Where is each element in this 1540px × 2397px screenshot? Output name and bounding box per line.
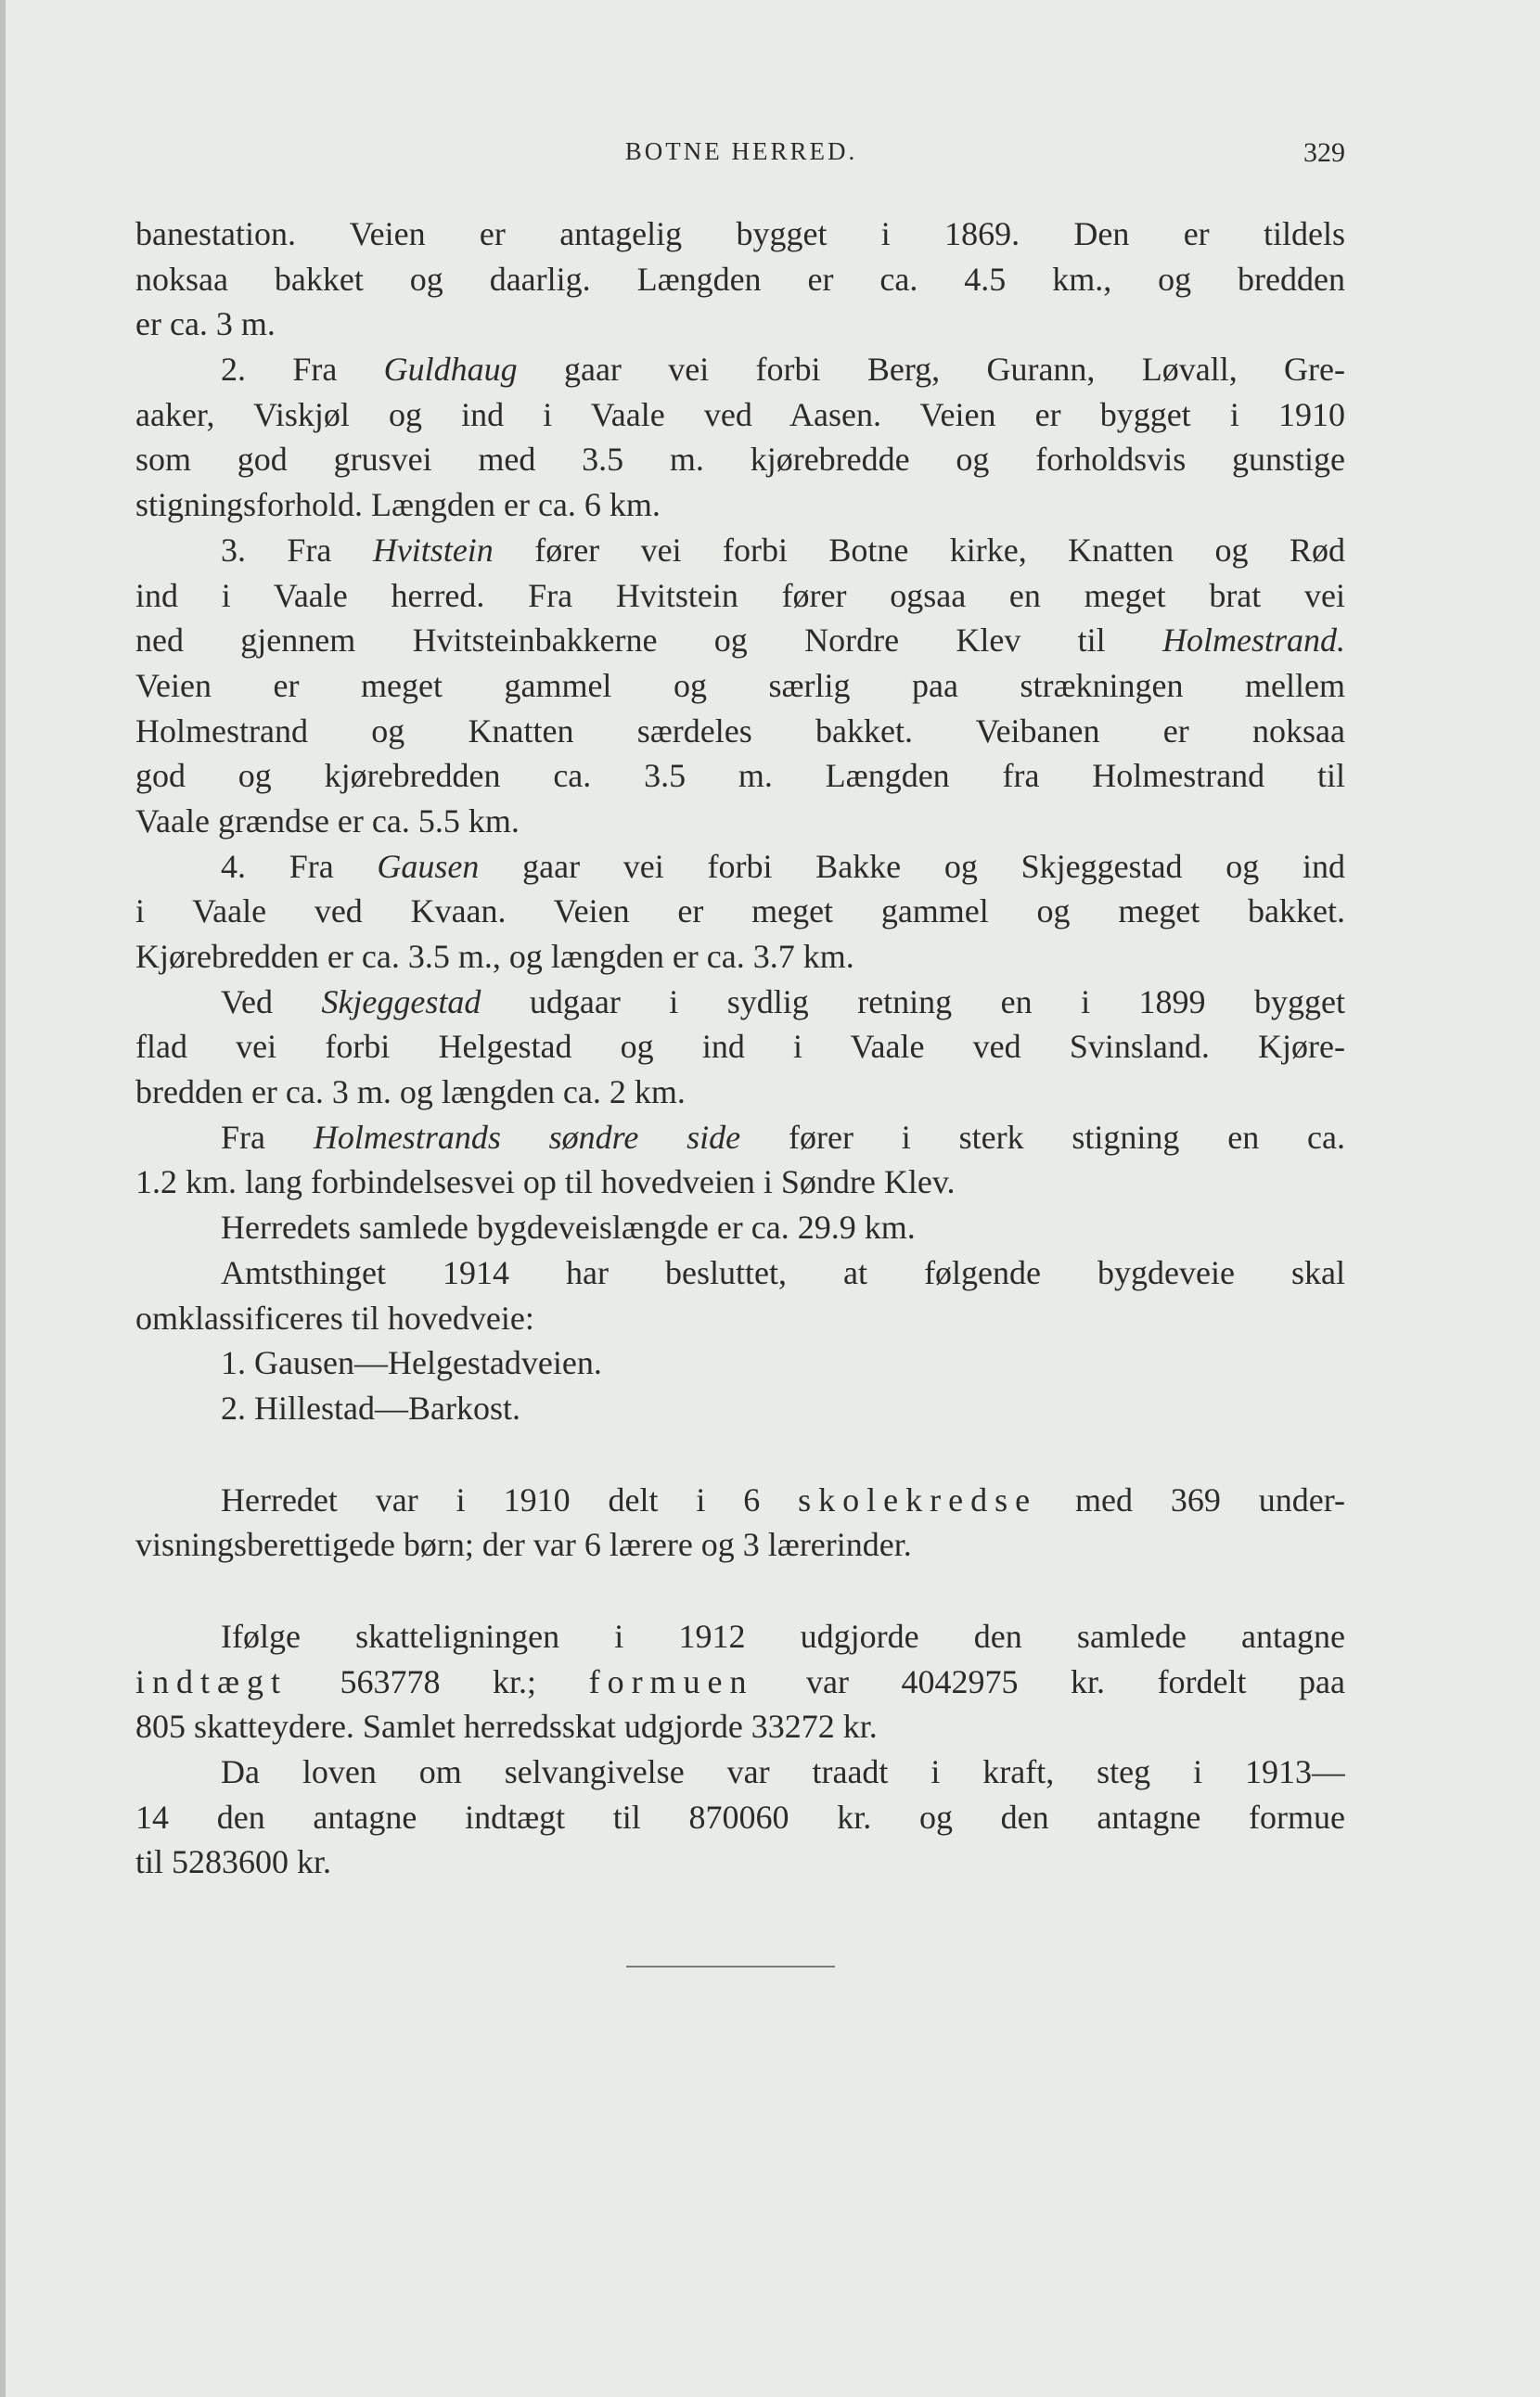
- spaced-text: formuen: [588, 1662, 754, 1700]
- text-span: 2. Fra: [221, 351, 384, 389]
- page-number: 329: [1303, 137, 1345, 168]
- italic-text: Holmestrands søndre side: [313, 1118, 741, 1156]
- text-span: udgaar i sydlig retning en i 1899 bygget: [481, 982, 1345, 1020]
- body-text: [135, 212, 1345, 1885]
- spaced-text: skolekredse: [798, 1480, 1038, 1519]
- text-line: Ifølge skatteligningen i 1912 udgjorde den samlede antagne: [221, 1617, 1345, 1655]
- end-rule: [626, 1966, 835, 1968]
- italic-text: Skjeggestad: [321, 982, 481, 1020]
- text-line: Herredets samlede bygdeveislængde er ca. 29.9 km.: [221, 1209, 916, 1247]
- paragraph-gap: [135, 1431, 1345, 1478]
- text-line: noksaa bakket og daarlig. Længden er ca. 4.5 km., og bredden: [135, 260, 1345, 298]
- list-item: 2. Hillestad—Barkost.: [221, 1389, 520, 1427]
- text-line: er ca. 3 m.: [135, 305, 276, 343]
- spaced-text: indtægt: [135, 1662, 289, 1700]
- text-span: 3. Fra: [221, 531, 373, 569]
- text-line: 1.2 km. lang forbindelsesvei op til hovedveien i Søndre Klev.: [135, 1163, 956, 1201]
- text-line: flad vei forbi Helgestad og ind i Vaale ved Svinsland. Kjøre-: [135, 1028, 1345, 1066]
- text-line: 805 skatteydere. Samlet herredsskat udgjorde 33272 kr.: [135, 1708, 878, 1746]
- text-line: som god grusvei med 3.5 m. kjørebredde og forholdsvis gunstige: [135, 441, 1345, 479]
- running-title: BOTNE HERRED.: [624, 137, 858, 165]
- text-line: [135, 1660, 1345, 1705]
- text-line: i Vaale ved Kvaan. Veien er meget gammel og meget bakket.: [135, 892, 1345, 930]
- text-line: bredden er ca. 3 m. og længden ca. 2 km.: [135, 1073, 686, 1111]
- text-line: 14 den antagne indtægt til 870060 kr. og den antagne formue: [135, 1798, 1345, 1836]
- text-line: Holmestrand og Knatten særdeles bakket. Veibanen er noksaa: [135, 711, 1345, 750]
- text-span: Herredet var i 1910 delt i 6: [221, 1480, 799, 1519]
- text-span: ned gjennem Hvitsteinbakkerne og Nordre Klev til: [135, 622, 1162, 660]
- italic-text: Gausen: [377, 847, 480, 885]
- text-span: med 369 under-: [1037, 1480, 1345, 1519]
- text-line: Kjørebredden er ca. 3.5 m., og længden er ca. 3.7 km.: [135, 938, 854, 975]
- page-edge: [0, 0, 6, 2397]
- running-header: [137, 137, 1345, 174]
- text-line: Amtsthinget 1914 har besluttet, at følgende bygdeveie skal: [221, 1253, 1345, 1291]
- text-line: visningsberettigede børn; der var 6 lærere og 3 lærerinder.: [135, 1526, 912, 1564]
- text-span: gaar vei forbi Bakke og Skjeggestad og ind: [479, 847, 1345, 885]
- italic-text: Holmestrand.: [1162, 622, 1345, 660]
- text-line: banestation. Veien er antagelig bygget i 1869. Den er tildels: [135, 215, 1345, 252]
- text-span: var 4042975 kr. fordelt paa: [753, 1662, 1345, 1700]
- text-line: til 5283600 kr.: [135, 1843, 332, 1881]
- text-line: aaker, Viskjøl og ind i Vaale ved Aasen. Veien er bygget i 1910: [135, 395, 1345, 433]
- text-line: [135, 844, 1345, 890]
- text-span: Ved: [221, 982, 322, 1020]
- text-span: 4. Fra: [221, 847, 378, 885]
- text-line: Vaale grændse er ca. 5.5 km.: [135, 801, 520, 840]
- text-line: omklassificeres til hovedveie:: [135, 1299, 534, 1337]
- text-span: gaar vei forbi Berg, Gurann, Løvall, Gre-: [517, 351, 1345, 389]
- italic-text: Guldhaug: [383, 351, 518, 389]
- text-line: ind i Vaale herred. Fra Hvitstein fører ogsaa en meget brat vei: [135, 576, 1345, 614]
- italic-text: Hvitstein: [372, 531, 494, 569]
- list-item: 1. Gausen—Helgestadveien.: [221, 1344, 602, 1382]
- text-line: [135, 528, 1345, 573]
- text-line: stigningsforhold. Længden er ca. 6 km.: [135, 486, 661, 524]
- text-span: 563778 kr.;: [288, 1662, 589, 1700]
- text-line: Veien er meget gammel og særlig paa strækningen mellem: [135, 666, 1345, 704]
- text-line: [135, 347, 1345, 392]
- paragraph-gap: [135, 1568, 1345, 1614]
- text-line: [135, 1478, 1345, 1523]
- text-span: fører vei forbi Botne kirke, Knatten og Rød: [493, 531, 1345, 569]
- text-span: fører i sterk stigning en ca.: [740, 1118, 1345, 1156]
- text-line: [135, 1115, 1345, 1160]
- text-line: Da loven om selvangivelse var traadt i kraft, steg i 1913—: [221, 1753, 1345, 1790]
- text-line: [135, 618, 1345, 663]
- text-line: god og kjørebredden ca. 3.5 m. Længden fra Holmestrand til: [135, 757, 1345, 795]
- text-line: [135, 980, 1345, 1025]
- text-span: Fra: [221, 1118, 314, 1156]
